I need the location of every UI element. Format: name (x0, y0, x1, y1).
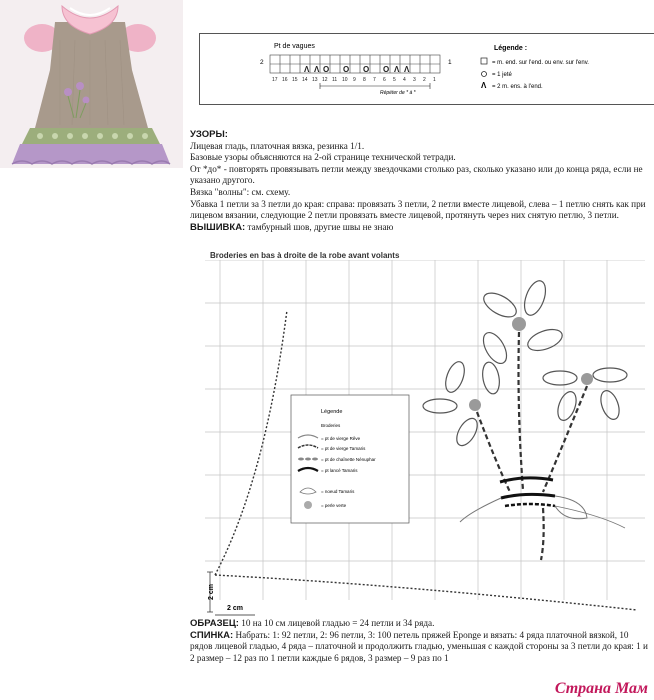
wave-grid (270, 55, 440, 73)
gauge-line (190, 618, 650, 630)
hem-edge-curve (215, 575, 637, 610)
embroidery-legend-title: Légende (321, 409, 343, 415)
legend-lance: = pt lancé Tamaris (321, 468, 358, 473)
patterns-line-1: Лицевая гладь, платочная вязка, резинка 1/1. (190, 140, 365, 151)
legend-tamaris: = pt de vierge Tamaris (321, 446, 366, 451)
embroidery-chart (205, 260, 645, 620)
patterns-line-5: Убавка 1 петли за 3 петли до края: справа: провязать 3 петли, 2 петли вместе лицевой, слева – 1 петлю снять как при лицевом вязании, следующие 2 петли провязать вместе лицевой, протянуть через них снятую петлю, 3 петли. (190, 198, 646, 221)
dim-horizontal-label: 2 cm (227, 605, 243, 612)
svg-text:5: 5 (393, 77, 396, 83)
dress-photo (0, 0, 183, 168)
back-text: Набрать: 1: 92 петли, 2: 96 петли, 3: 100 петель пряжей Eponge и вязать: 4 ряда платочной вязкой, 10 рядов лицевой гладью, 4 ряда – платочной и продолжить гладью, уменьшая с каждой стороны за 3 петли до края: 1 и 2 размер – 12 раз по 1 петли каждые 6 рядов, 3 размер – 9 раз по 1 (190, 629, 648, 663)
svg-text:9: 9 (353, 77, 356, 83)
svg-text:4: 4 (403, 77, 406, 83)
svg-text:15: 15 (292, 77, 298, 83)
legend-item-yo: = 1 jeté (492, 72, 512, 78)
yarn-over-icon (482, 72, 487, 77)
dim-vertical-label: 2 cm (208, 584, 215, 600)
flower-embroidery-drawing (423, 278, 627, 449)
svg-text:O: O (343, 65, 350, 74)
embroidery-text: тамбурный шов, другие швы не знаю (245, 221, 394, 232)
back-line (190, 630, 650, 665)
svg-text:Λ: Λ (304, 65, 310, 74)
svg-text:7: 7 (373, 77, 376, 83)
svg-text:10: 10 (342, 77, 348, 83)
patterns-line-3: От *до* - повторять провязывать петли между звездочками столько раз, сколько указано или до конца ряда, если не указано другого. (190, 163, 643, 186)
embroidery-legend-subtitle: Broderies (321, 423, 341, 428)
wave-row-label: 2 (260, 59, 264, 66)
svg-text:Λ: Λ (314, 65, 320, 74)
repeat-bracket (320, 83, 430, 89)
ribbon-bow (460, 478, 625, 560)
svg-text:12: 12 (322, 77, 328, 83)
embroidery-line (190, 222, 650, 234)
svg-text:O: O (363, 65, 370, 74)
legend-chainette: = pt de chaînette Nénuphar (321, 457, 376, 462)
wave-legend-title: Légende : (494, 45, 528, 52)
legend-perle: = perle verte (321, 503, 347, 508)
instructions-section (190, 618, 650, 664)
legend-noeud: = noeud Tamaris (321, 489, 355, 494)
repeat-note: Répéter de * à * (380, 90, 416, 96)
svg-text:2: 2 (423, 77, 426, 83)
wave-row-label-right: 1 (448, 59, 452, 66)
svg-text:17: 17 (272, 77, 278, 83)
svg-text:3: 3 (413, 77, 416, 83)
embroidery-grid (205, 260, 645, 600)
svg-text:Λ: Λ (394, 65, 400, 74)
svg-text:16: 16 (282, 77, 288, 83)
embroidery-chart-title: Broderies en bas à droite de la robe avant volants (210, 251, 400, 260)
site-watermark: Страна Мам (554, 680, 648, 697)
embroidery-heading: ВЫШИВКА: (190, 221, 246, 233)
patterns-heading: УЗОРЫ: (190, 129, 228, 140)
wave-chart (199, 33, 654, 105)
flower-stems (477, 332, 587, 492)
back-heading: СПИНКА: (190, 629, 234, 641)
svg-text:O: O (383, 65, 390, 74)
svg-text:11: 11 (332, 77, 338, 83)
flower-centers (469, 317, 593, 411)
svg-text:8: 8 (363, 77, 366, 83)
legend-item-k2tog: = 2 m. ens. à l'end. (492, 84, 543, 90)
knit-symbol-icon (481, 58, 487, 64)
patterns-section (190, 129, 650, 233)
legend-reve: = pt de vierge Rêve (321, 436, 361, 441)
svg-text:O: O (323, 65, 330, 74)
legend-item-knit: = m. end. sur l'end. ou env. sur l'env. (492, 60, 589, 66)
svg-text:14: 14 (302, 77, 308, 83)
side-edge-curve (215, 310, 287, 575)
green-bead-icon (304, 501, 312, 509)
gauge-text: 10 на 10 см лицевой гладью = 24 петли и 34 ряда. (238, 618, 435, 628)
decrease-icon: Λ (481, 81, 487, 90)
gauge-heading: ОБРАЗЕЦ: (190, 618, 239, 629)
chain-stitch-icon (298, 458, 318, 461)
svg-text:Λ: Λ (404, 65, 410, 74)
wave-chart-title: Pt de vagues (274, 43, 315, 50)
svg-text:6: 6 (383, 77, 386, 83)
wave-stitch-numbers (272, 77, 436, 83)
svg-text:13: 13 (312, 77, 318, 83)
svg-text:1: 1 (433, 77, 436, 83)
patterns-line-2: Базовые узоры объясняются на 2-ой странице технической тетради. (190, 152, 456, 163)
patterns-line-4: Вязка "волны": см. схему. (190, 186, 291, 197)
